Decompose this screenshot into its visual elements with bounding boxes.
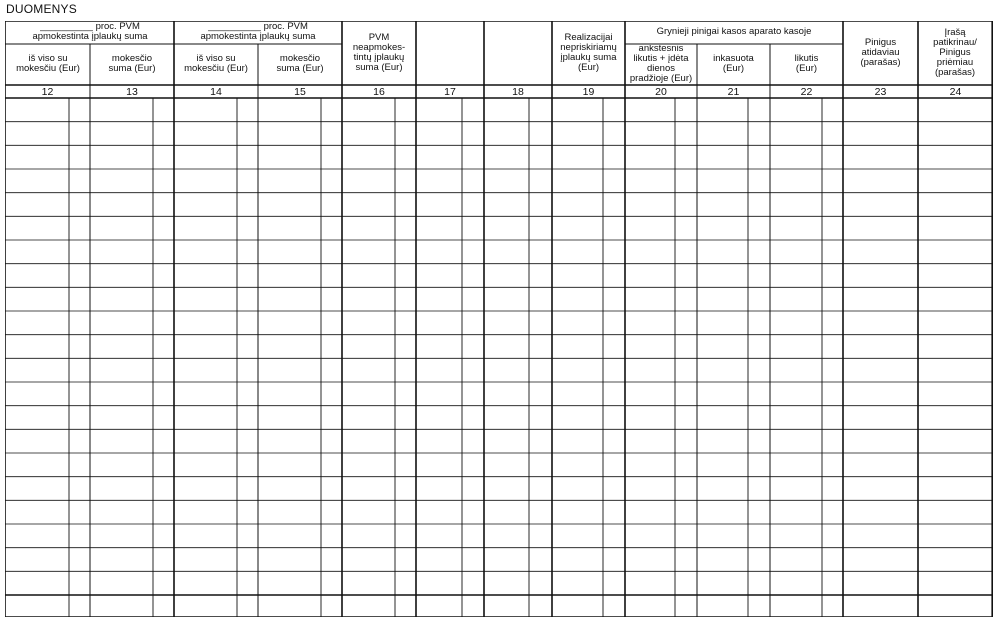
column-number-13: 13 [126, 86, 138, 98]
column-number-22: 22 [800, 86, 813, 98]
ledger-form [5, 21, 993, 617]
col-15-header: mokesčio suma (Eur) [276, 53, 324, 74]
column-number-19: 19 [582, 86, 595, 98]
col-24-header: Įrašą patikrinau/ Pinigus priėmiau (parašas) [933, 27, 977, 78]
col-22-header: likutis (Eur) [794, 53, 819, 74]
column-number-23: 23 [874, 86, 887, 98]
vat-group-1-header [7, 21, 173, 43]
vat-rate-blank-2[interactable]: __________ [208, 21, 261, 32]
vat-group-2-header [175, 21, 341, 43]
column-number-15: 15 [294, 86, 306, 98]
column-number-24: 24 [949, 86, 962, 98]
column-number-16: 16 [373, 86, 385, 98]
column-number-18: 18 [512, 86, 524, 98]
col-21-header: inkasuota (Eur) [713, 53, 754, 74]
col-13-header: mokesčio suma (Eur) [108, 53, 156, 74]
col-14-header: iš viso su mokesčiu (Eur) [184, 53, 248, 74]
col-18-header [485, 23, 551, 83]
col-12-header: iš viso su mokesčiu (Eur) [16, 53, 80, 74]
cash-group-header: Grynieji pinigai kasos aparato kasoje [656, 26, 812, 37]
column-number-21: 21 [727, 86, 740, 98]
col-23-header: Pinigus atidaviau (parašas) [860, 37, 901, 68]
column-number-20: 20 [655, 86, 667, 98]
form-grid [5, 21, 993, 617]
col-17-header [417, 23, 483, 83]
vat-rate-blank-1[interactable]: __________ [40, 21, 93, 32]
col-16-header: PVM neapmokes- tintų įplaukų suma (Eur) [352, 32, 406, 73]
vat-group-2-text: proc. PVM apmokestinta įplaukų suma [200, 21, 316, 42]
column-number-14: 14 [210, 86, 222, 98]
page-title: DUOMENYS [6, 2, 77, 16]
column-number-17: 17 [444, 86, 456, 98]
column-number-12: 12 [41, 86, 54, 98]
col-20-header: ankstesnis likutis + įdėta dienos pradžioje (Eur) [629, 45, 693, 83]
col-19-header: Realizacijai nepriskiriamų įplaukų suma (Eur) [560, 32, 617, 73]
vat-group-1-text: proc. PVM apmokestinta įplaukų suma [32, 21, 148, 42]
